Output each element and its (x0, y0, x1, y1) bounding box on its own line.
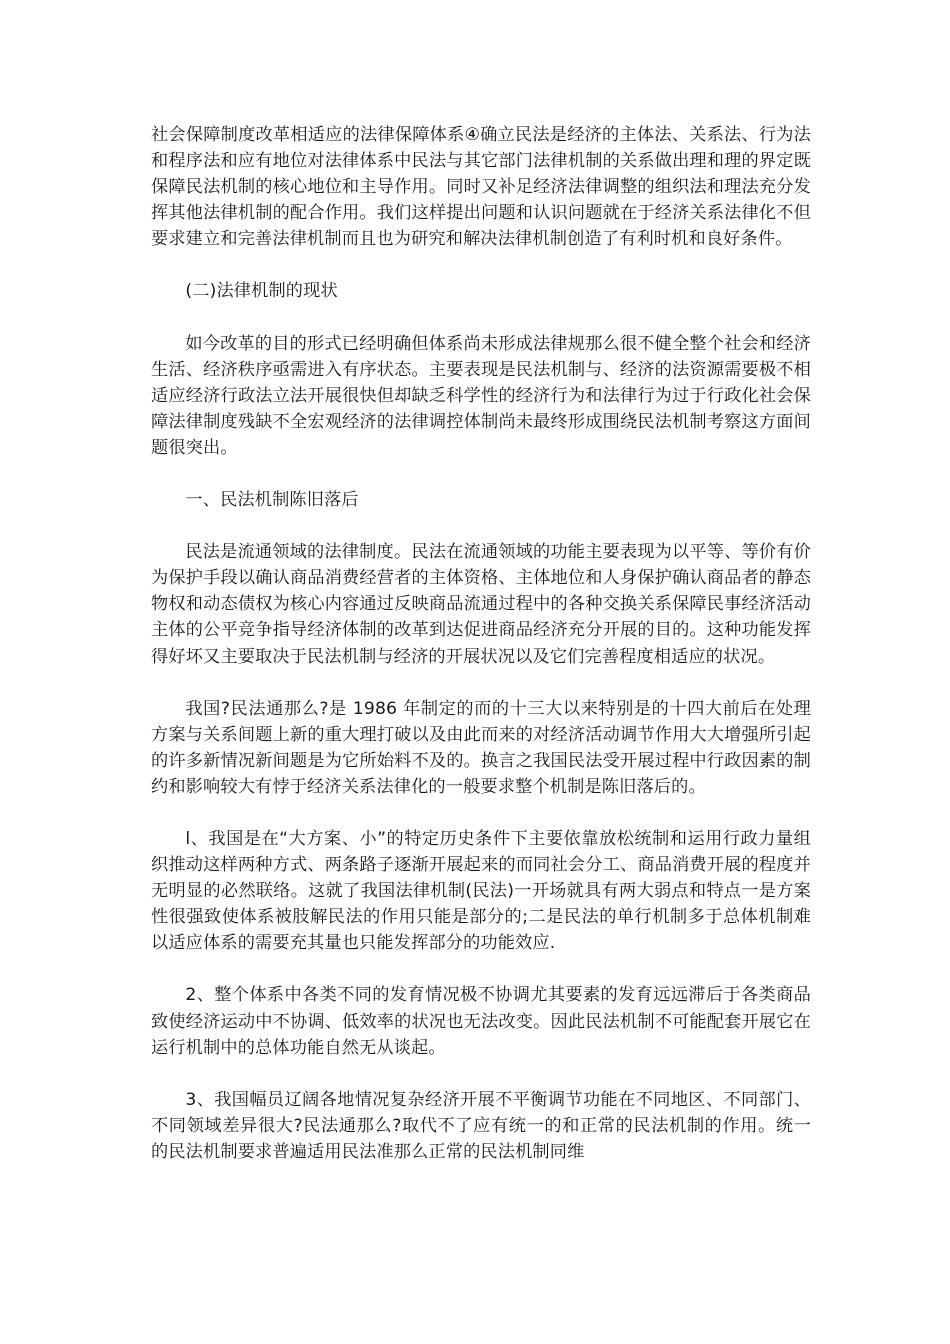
paragraph: 如今改革的目的形式已经明确但体系尚未形成法律规那么很不健全整个社会和经济生活、经济秩序亟需进入有序状态。主要表现是民法机制与、经济的法资源需要极不相适应经济行政法立法开展很快但却缺乏科学性的经济行为和法律行为过于行政化社会保障法律制度残缺不全宏观经济的法律调控体制尚未最终形成围绕民法机制考察这方面间题很突出。 (151, 333, 811, 458)
paragraph: 我国?民法通那么?是 1986 年制定的而的十三大以来特别是的十四大前后在处理方案与关系间题上新的重大理打破以及由此而来的对经济活动调节作用大大增强所引起的许多新情况新间题是为它所始料不及的。换言之我国民法受开展过程中行政因素的制约和影响较大有悖于经济关系法律化的一般要求整个机制是陈旧落后的。 (151, 698, 811, 797)
paragraph-point-2: 2、整个体系中各类不同的发育情况极不协调尤其要素的发育远远滞后于各类商品致使经济运动中不协调、低效率的状况也无法改变。因此民法机制不可能配套开展它在运行机制中的总体功能自然无从谈起。 (151, 985, 811, 1058)
document-body (151, 122, 811, 1191)
paragraph-point-3: 3、我国幅员辽阔各地情况复杂经济开展不平衡调节功能在不同地区、不同部门、不同领域差异很大?民法通那么?取代不了应有统一的和正常的民法机制的作用。统一的民法机制要求普遍适用民法准那么正常的民法机制同维 (151, 1089, 811, 1162)
section-heading-civil-law-outdated: 一、民法机制陈旧落后 (185, 490, 359, 511)
paragraph-continued: 社会保障制度改革相适应的法律保障体系④确立民法是经济的主体法、关系法、行为法和程序法和应有地位对法律体系中民法与其它部门法律机制的关系做出理和理的界定既保障民法机制的核心地位和主导作用。同时又补足经济法律调整的组织法和理法充分发挥其他法律机制的配合作用。我们这样提出问题和认识问题就在于经济关系法律化不但要求建立和完善法律机制而且也为研究和解决法律机制创造了有利时机和良好条件。 (151, 125, 811, 250)
paragraph: 民法是流通领域的法律制度。民法在流通领域的功能主要表现为以平等、等价有价为保护手段以确认商品消费经营者的主体资格、主体地位和人身保护确认商品者的静态物权和动态债权为核心内容通过反映商品流通过程中的各种交换关系保障民事经济活动主体的公平竞争指导经济体制的改革到达促进商品经济充分开展的目的。这种功能发挥得好坏又主要取决于民法机制与经济的开展状况以及它们完善程度相适应的状况。 (151, 542, 811, 667)
section-heading-legal-mechanism-status: (二)法律机制的现状 (185, 281, 338, 302)
paragraph-point-1: l、我国是在“大方案、小”的特定历史条件下主要依靠放松统制和运用行政力量组织推动这样两种方式、两条路子逐渐开展起来的而同社会分工、商品消费开展的程度并无明显的必然联络。这就了我国法律机制(民法)一开场就具有两大弱点和特点一是方案性很强致使体系被肢解民法的作用只能是部分的;二是民法的单行机制多于总体机制难以适应体系的需要充其量也只能发挥部分的功能效应. (151, 828, 811, 954)
